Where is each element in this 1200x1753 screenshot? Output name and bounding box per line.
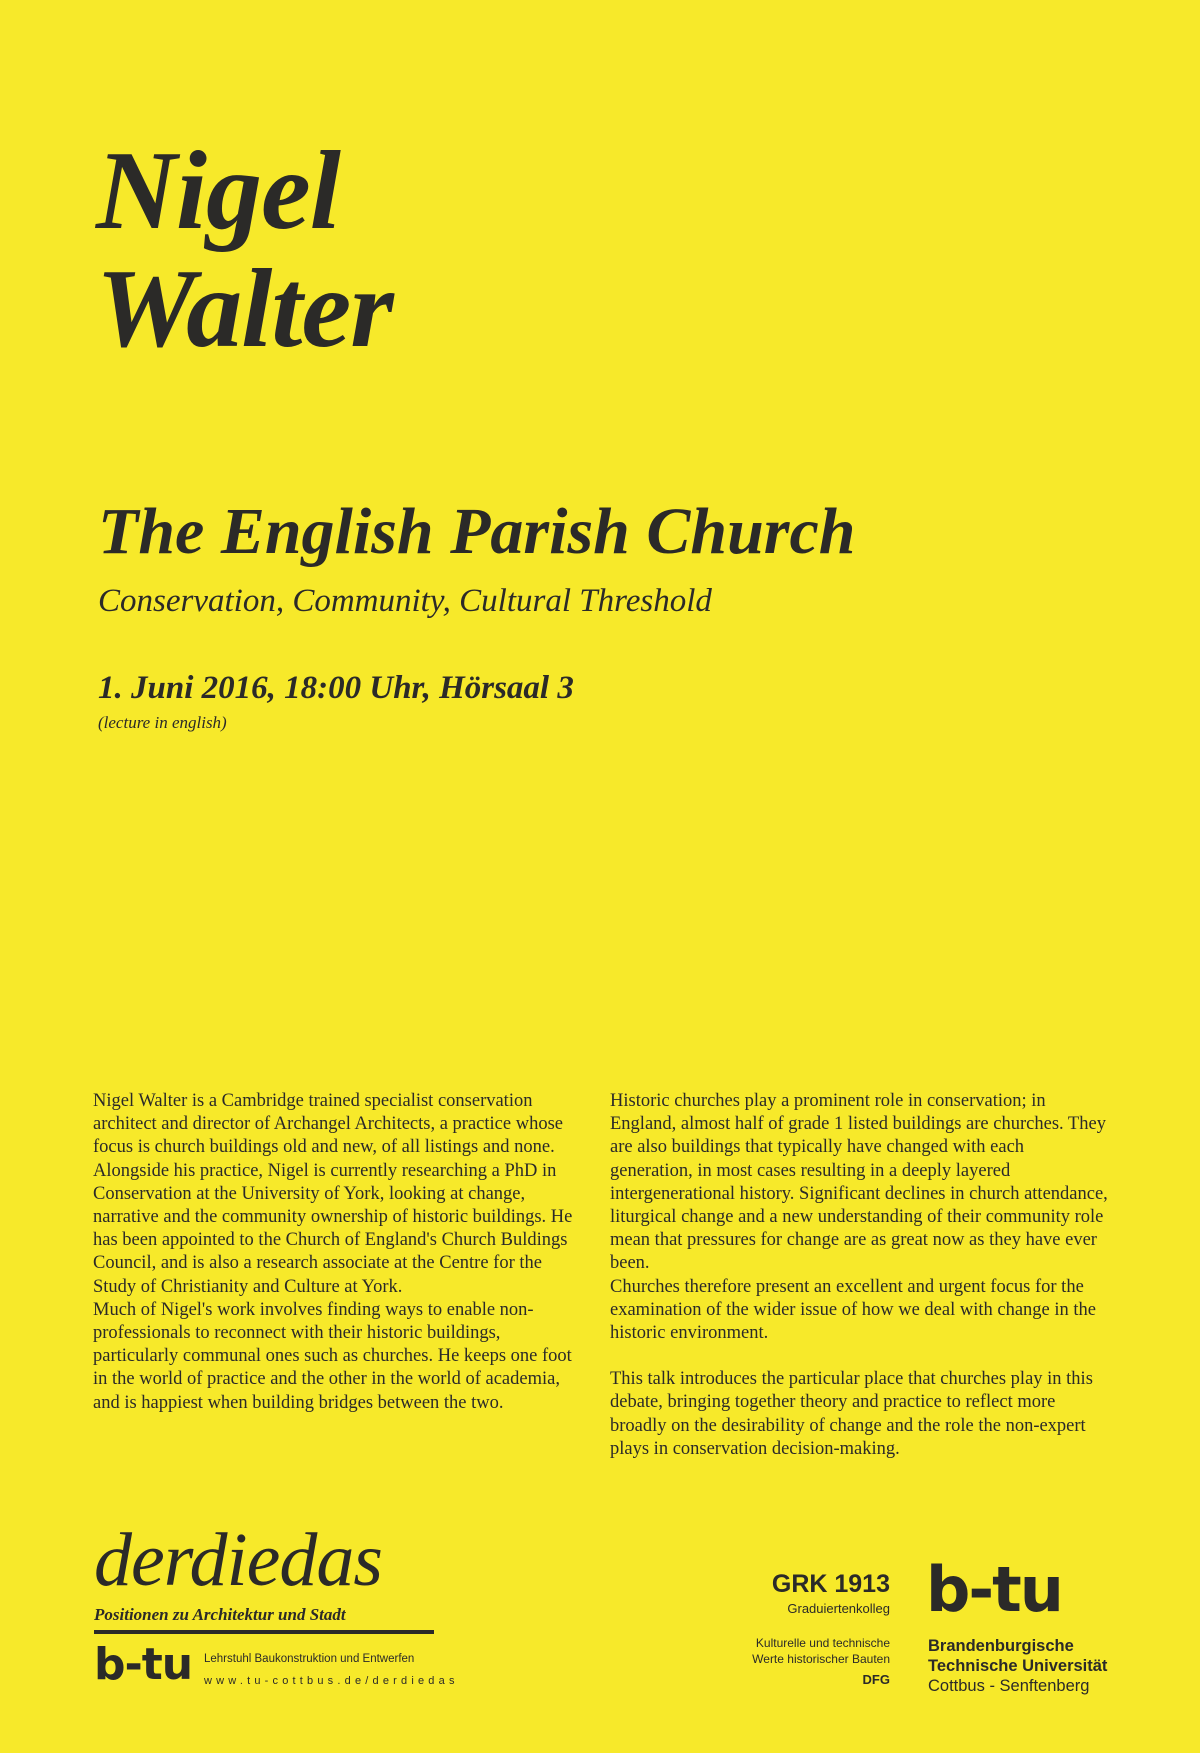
grk-desc-line: Kulturelle und technische (755, 1636, 890, 1650)
tagline-rule (94, 1630, 434, 1634)
bio-paragraph: Much of Nigel's work involves finding ways to enable non-professionals to reconnect with their historic buildings, particularly communal ones such as churches. He keeps one foot in the world of practice and the other in the world of academia, and is happiest when building bridges between the two. (93, 1299, 572, 1413)
lecture-abstract (610, 1090, 1110, 1461)
university-name (928, 1636, 1107, 1696)
university-line: Technische Universität (928, 1657, 1108, 1675)
date-time-location: 1. Juni 2016, 18:00 Uhr, Hörsaal 3 (98, 670, 574, 706)
btu-logo-large: b-tu (926, 1553, 1062, 1626)
university-line: Cottbus - Senftenberg (928, 1677, 1090, 1695)
grk-desc-line: Werte historischer Bauten (752, 1652, 890, 1666)
abstract-paragraph: This talk introduces the particular place that churches play in this debate, bringing together theory and practice to reflect more broadly on the desirability of change and the role the non-expert plays in conservation decision-making. (610, 1369, 1093, 1459)
speaker-last-name: Walter (96, 247, 393, 371)
bio-paragraph: Nigel Walter is a Cambridge trained specialist conservation architect and director of Archangel Architects, a practice whose focus is church buildings old and new, of all listings and none. Alongside his practice, Nigel is currently researching a PhD in Conservation at the University of York, looking at change, narrative and the community ownership of historic buildings. He has been appointed to the Church of England's Church Buldings Council, and is also a research associate at the Centre for the Study of Christianity and Culture at York. (93, 1091, 573, 1297)
speaker-name (96, 129, 393, 371)
speaker-bio (93, 1090, 588, 1415)
grk-label: Graduiertenkolleg (787, 1601, 890, 1616)
grk-number: GRK 1913 (771, 1570, 890, 1598)
abstract-paragraph: Churches therefore present an excellent and urgent focus for the examination of the wider issue of how we deal with change in the historic environment. (610, 1276, 1096, 1344)
language-note: (lecture in english) (98, 713, 227, 732)
grk-description (710, 1635, 890, 1667)
grk-block (760, 1570, 890, 1616)
lecture-subtitle: Conservation, Community, Cultural Threshold (98, 583, 712, 619)
lecture-title: The English Parish Church (98, 495, 856, 568)
university-line: Brandenburgische (928, 1637, 1074, 1655)
speaker-first-name: Nigel (96, 129, 340, 253)
abstract-paragraph: Historic churches play a prominent role in conservation; in England, almost half of grade 1 listed buildings are churches. They are also buildings that typically have changed with each generation, in most cases resulting in a deeply layered intergenerational history. Significant declines in church attendance, liturgical change and a new understanding of their community role mean that pressures for change are as great now as they have ever been. (610, 1091, 1108, 1274)
dfg-logo: DFG (862, 1672, 890, 1687)
derdiedas-logo: derdiedas (94, 1518, 382, 1602)
btu-logo-small: b-tu (94, 1639, 193, 1690)
chair-name: Lehrstuhl Baukonstruktion und Entwerfen (204, 1653, 415, 1665)
derdiedas-tagline: Positionen zu Architektur und Stadt (94, 1605, 346, 1624)
website-link[interactable]: www.tu-cottbus.de/derdiedas (204, 1675, 459, 1687)
